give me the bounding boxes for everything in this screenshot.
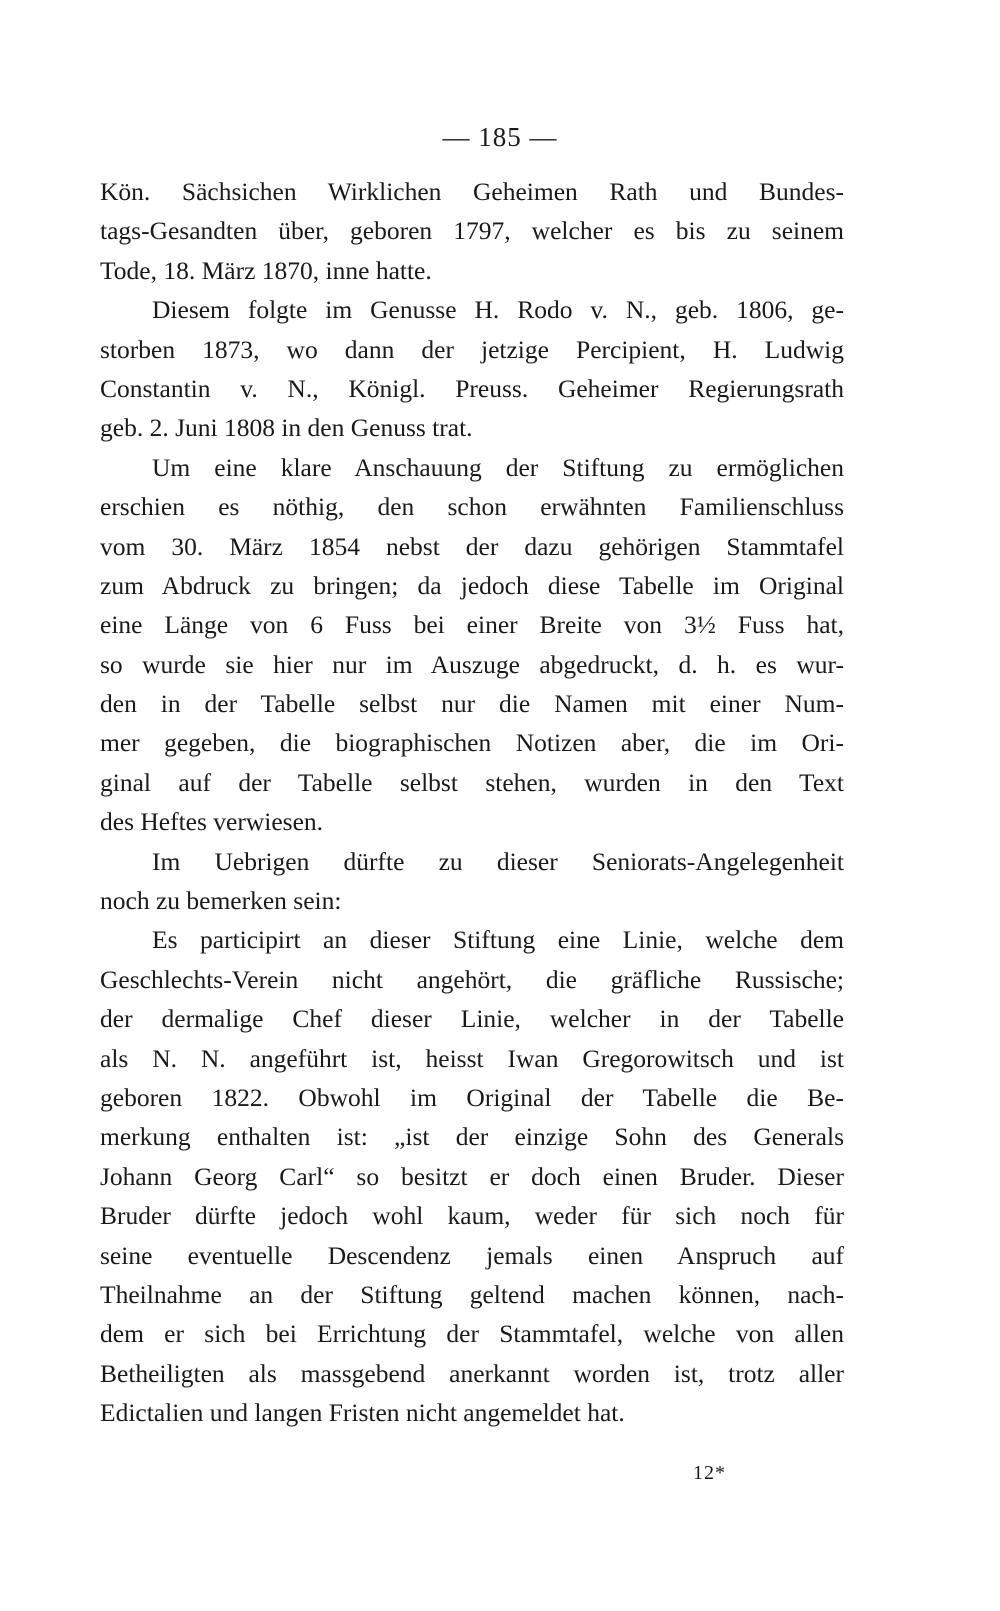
text-line: noch zu bemerken sein: bbox=[100, 886, 342, 916]
text-line: Kön. Sächsichen Wirklichen Geheimen Rath und Bundes- bbox=[100, 177, 844, 206]
text-line: Bruder dürfte jedoch wohl kaum, weder für sich noch für bbox=[100, 1201, 844, 1231]
text-line: so wurde sie hier nur im Auszuge abgedruckt, d. h. es wur- bbox=[100, 649, 844, 679]
text-line: mer gegeben, die biographischen Notizen aber, die im Ori- bbox=[100, 728, 844, 758]
text-line: seine eventuelle Descendenz jemals einen Anspruch auf bbox=[100, 1240, 844, 1270]
text-line: Constantin v. N., Königl. Preuss. Geheimer Regierungsrath bbox=[100, 373, 844, 403]
signature-mark: 12* bbox=[693, 1462, 726, 1484]
text-line: Im Uebrigen dürfte zu dieser Seniorats-Angelegenheit bbox=[152, 846, 844, 876]
body-text bbox=[100, 172, 844, 1433]
text-line: Tode, 18. März 1870, inne hatte. bbox=[100, 255, 432, 285]
text-line: als N. N. angeführt ist, heisst Iwan Gregorowitsch und ist bbox=[100, 1043, 844, 1073]
text-line: des Heftes verwiesen. bbox=[100, 807, 324, 837]
text-line: dem er sich bei Errichtung der Stammtafel, welche von allen bbox=[100, 1319, 844, 1349]
text-line: erschien es nöthig, den schon erwähnten Familienschluss bbox=[100, 492, 844, 522]
text-line: storben 1873, wo dann der jetzige Percipient, H. Ludwig bbox=[100, 334, 844, 364]
text-line: geboren 1822. Obwohl im Original der Tabelle die Be- bbox=[100, 1082, 844, 1112]
text-line: vom 30. März 1854 nebst der dazu gehörigen Stammtafel bbox=[100, 531, 844, 561]
text-line: eine Länge von 6 Fuss bei einer Breite von 3½ Fuss hat, bbox=[100, 610, 844, 640]
page-number-header: — 185 — bbox=[442, 122, 558, 152]
text-line: merkung enthalten ist: „ist der einzige Sohn des Generals bbox=[100, 1122, 844, 1152]
text-line: geb. 2. Juni 1808 in den Genuss trat. bbox=[100, 413, 473, 443]
text-line: der dermalige Chef dieser Linie, welcher in der Tabelle bbox=[100, 1004, 844, 1034]
text-line: Um eine klare Anschauung der Stiftung zu ermöglichen bbox=[152, 452, 844, 482]
text-line: Theilnahme an der Stiftung geltend machen können, nach- bbox=[100, 1279, 844, 1309]
text-line: Geschlechts-Verein nicht angehört, die gräfliche Russische; bbox=[100, 964, 844, 994]
text-line: Edictalien und langen Fristen nicht angemeldet hat. bbox=[100, 1398, 625, 1428]
text-line: Es participirt an dieser Stiftung eine Linie, welche dem bbox=[152, 925, 844, 955]
text-line: Diesem folgte im Genusse H. Rodo v. N., geb. 1806, ge- bbox=[152, 295, 844, 325]
text-line: tags-Gesandten über, geboren 1797, welcher es bis zu seinem bbox=[100, 216, 844, 246]
text-line: den in der Tabelle selbst nur die Namen mit einer Num- bbox=[100, 689, 844, 719]
text-line: zum Abdruck zu bringen; da jedoch diese Tabelle im Original bbox=[100, 570, 844, 600]
text-line: Johann Georg Carl“ so besitzt er doch einen Bruder. Dieser bbox=[100, 1161, 844, 1191]
text-line: ginal auf der Tabelle selbst stehen, wurden in den Text bbox=[100, 767, 844, 797]
text-line: Betheiligten als massgebend anerkannt worden ist, trotz aller bbox=[100, 1358, 844, 1388]
